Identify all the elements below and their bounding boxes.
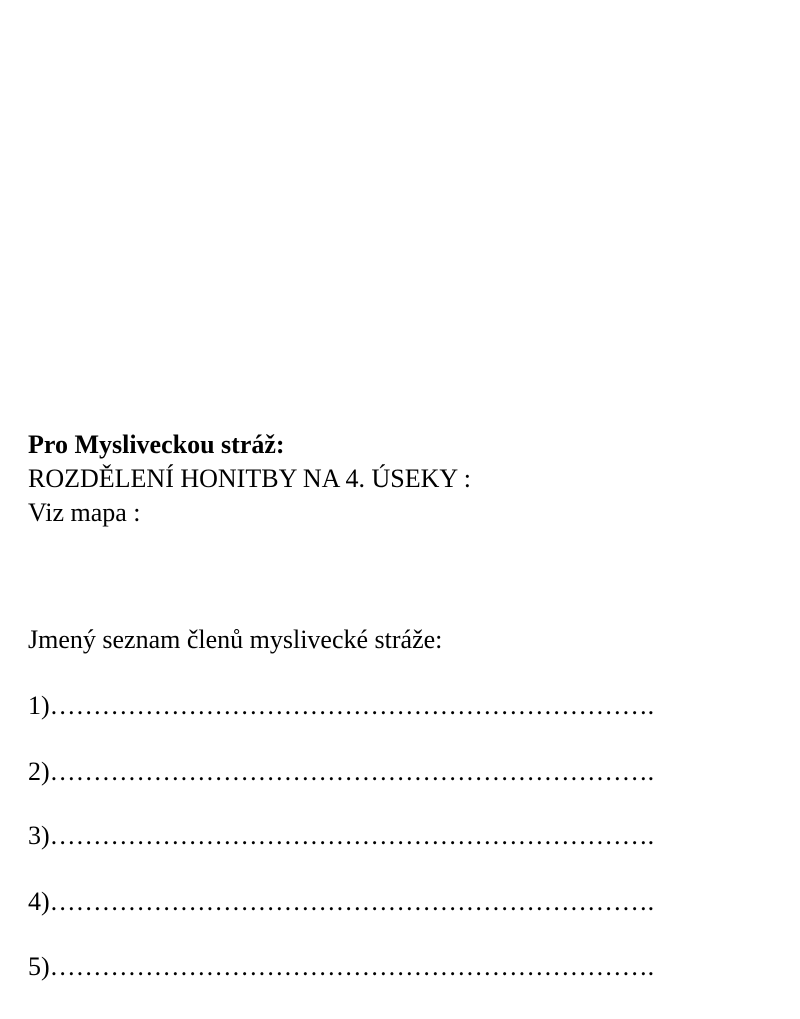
map-line: Viz mapa : (28, 498, 141, 527)
member-entry-1: 1)……………………………………………………………. (28, 691, 655, 720)
division-line: ROZDĚLENÍ HONITBY NA 4. ÚSEKY : (28, 464, 471, 493)
member-entry-2: 2)……………………………………………………………. (28, 757, 655, 786)
heading: Pro Mysliveckou stráž: (28, 430, 285, 459)
member-entry-5: 5)……………………………………………………………. (28, 952, 655, 981)
member-entry-4: 4)……………………………………………………………. (28, 887, 655, 916)
members-label: Jmený seznam členů myslivecké stráže: (28, 625, 443, 654)
member-entry-3: 3)……………………………………………………………. (28, 821, 655, 850)
